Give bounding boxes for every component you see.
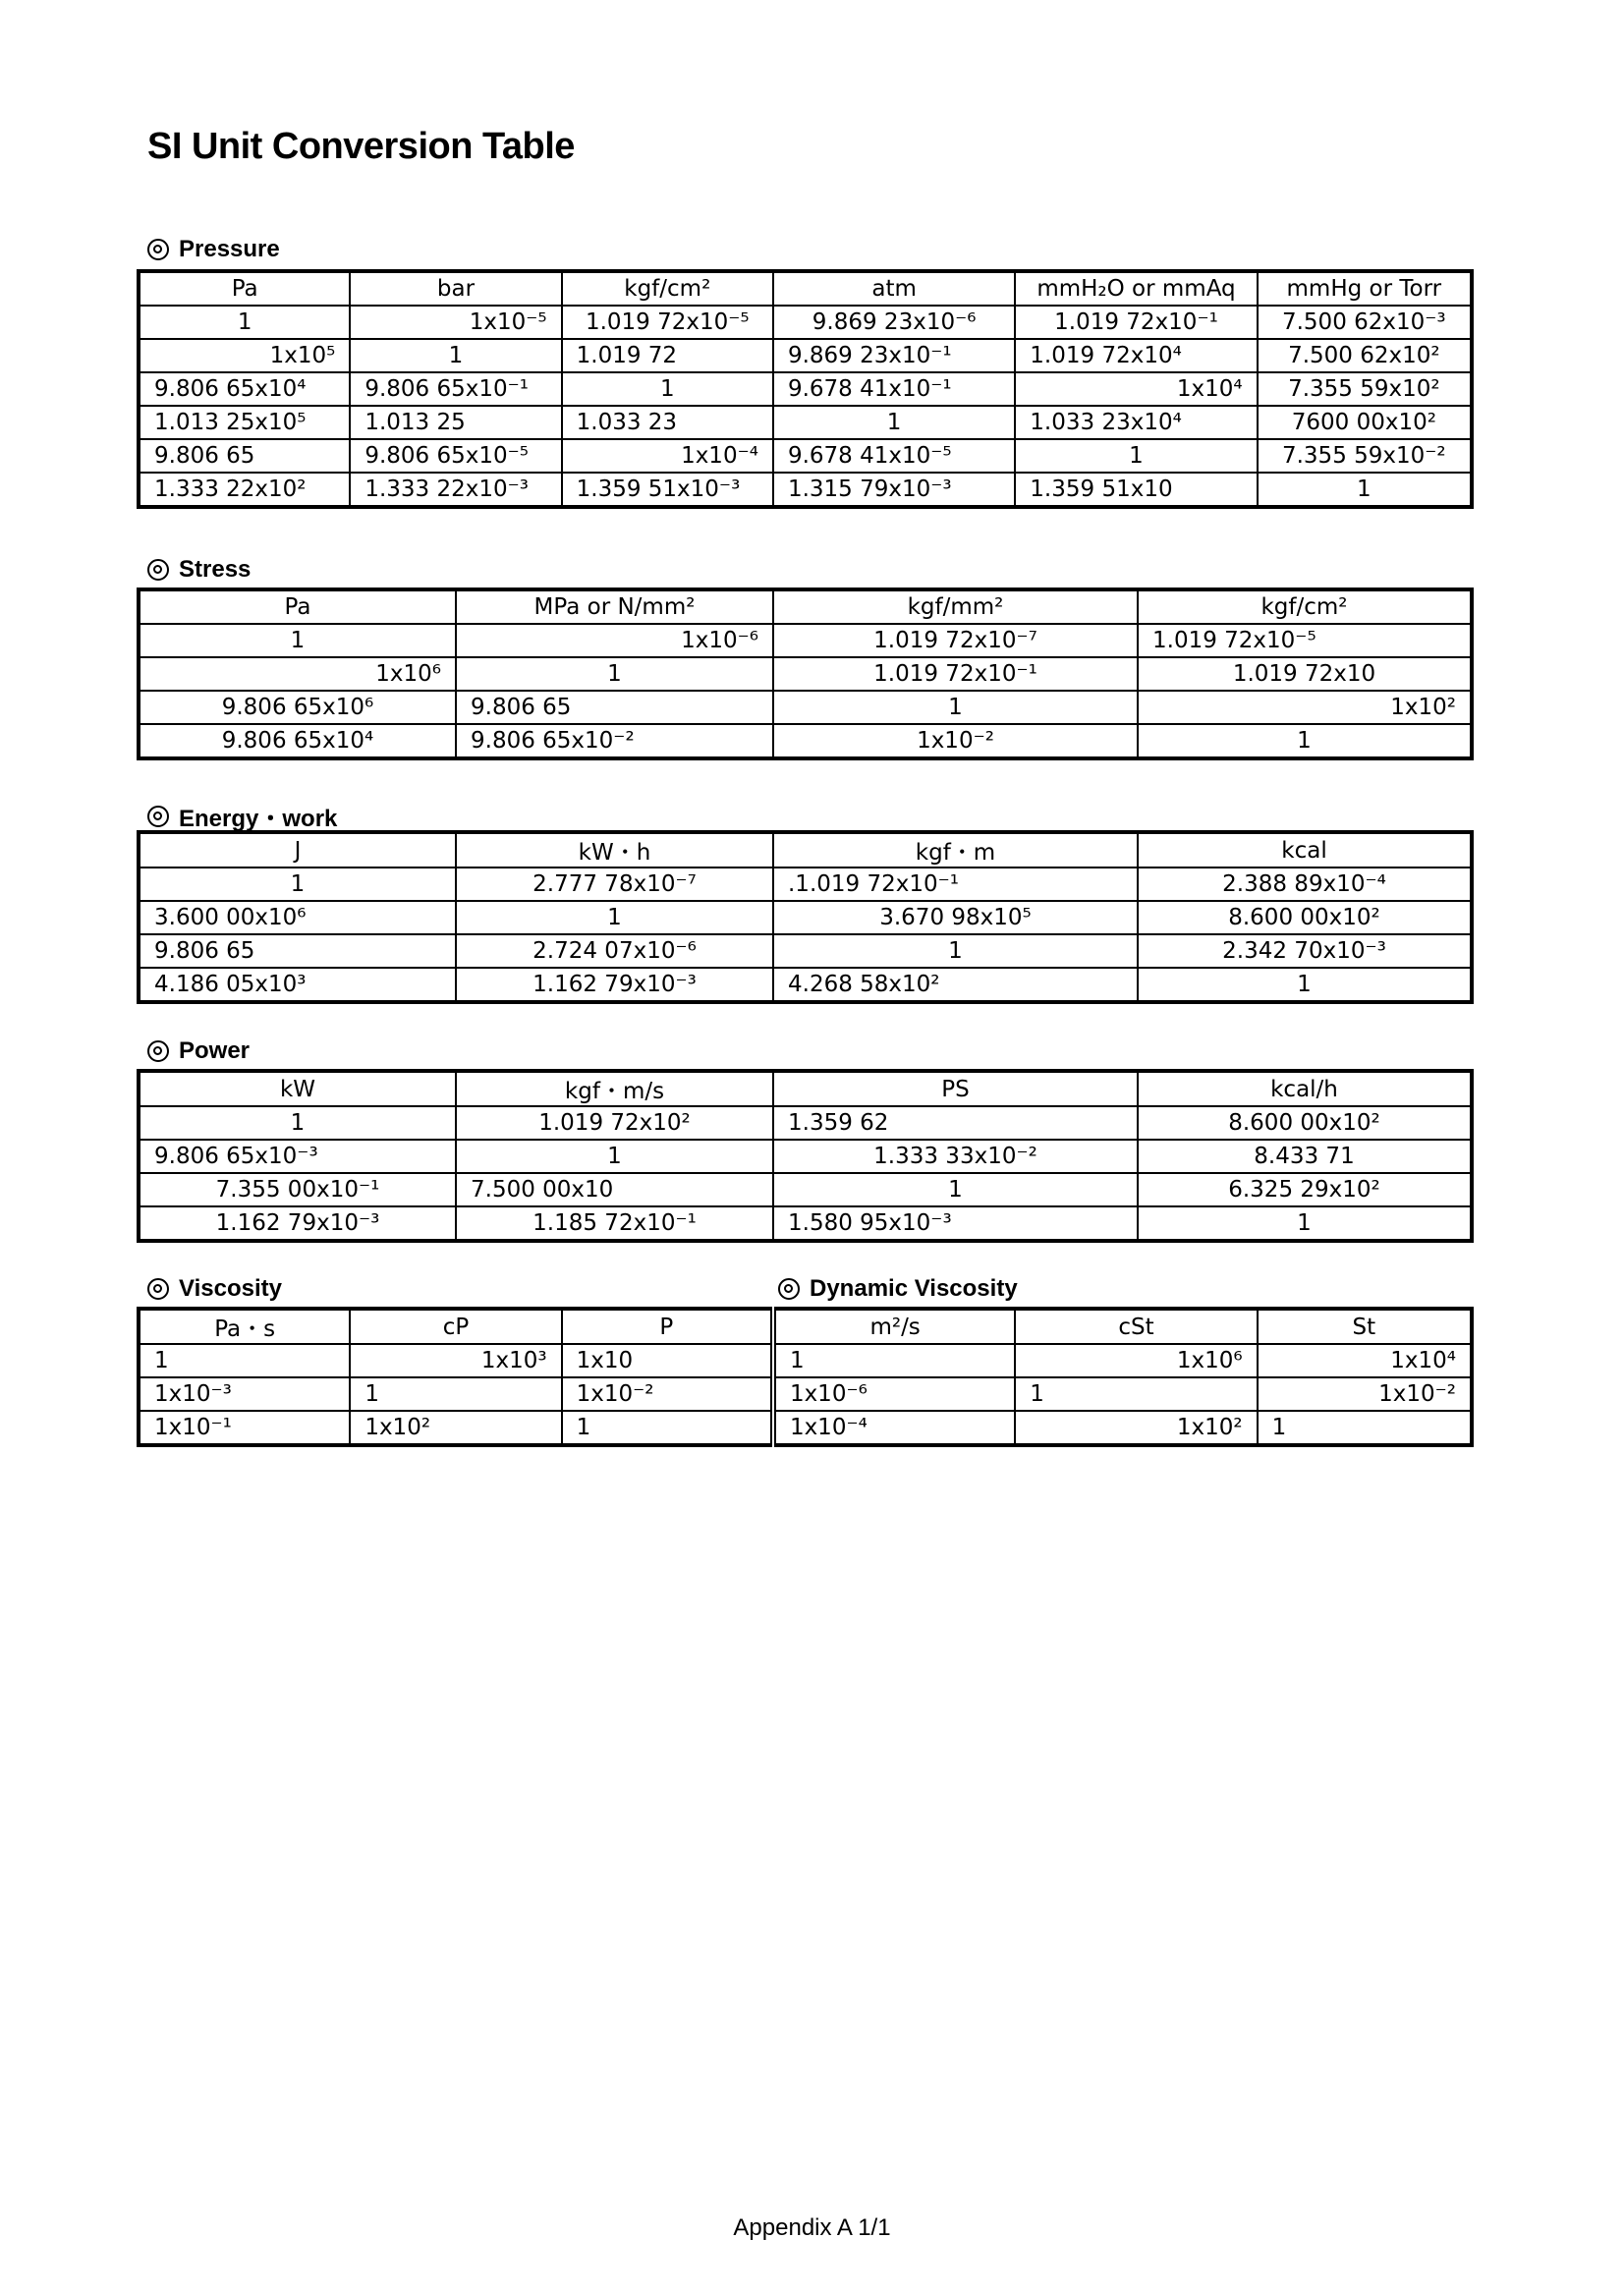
column-header: kcal <box>1138 832 1472 868</box>
table-cell: 1x10⁻² <box>773 724 1138 758</box>
table-cell: 1.333 33x10⁻² <box>773 1140 1138 1173</box>
table-cell: 1.019 72x10⁻⁵ <box>1138 624 1472 657</box>
table-cell: 1 <box>1258 1411 1472 1445</box>
table-cell: 1x10⁴ <box>1015 372 1257 406</box>
section-title: Stress <box>179 556 252 583</box>
table-cell: 1.013 25 <box>350 406 561 439</box>
table-cell: 8.600 00x10² <box>1138 1106 1472 1140</box>
table-row <box>139 968 1472 1002</box>
column-header: kW・h <box>456 832 773 868</box>
table-cell: 1 <box>1015 439 1257 473</box>
column-header: m²/s <box>773 1309 1015 1344</box>
column-header: kcal/h <box>1138 1071 1472 1106</box>
column-header: bar <box>350 271 561 306</box>
header-row <box>139 1071 1472 1106</box>
table-cell: 7.500 62x10² <box>1258 339 1472 372</box>
section-title: Power <box>179 1037 251 1064</box>
double-circle-icon <box>147 559 169 581</box>
double-circle-icon <box>778 1278 800 1300</box>
table-cell: 9.806 65x10⁻¹ <box>350 372 561 406</box>
table-cell: 1.019 72x10⁻¹ <box>773 657 1138 691</box>
table-row <box>139 372 1472 406</box>
table-cell: 8.600 00x10² <box>1138 901 1472 934</box>
section-title: Pressure <box>179 236 280 262</box>
double-circle-icon <box>147 1278 169 1300</box>
table-row <box>139 473 1472 507</box>
table-row <box>139 339 1472 372</box>
table-cell: 1 <box>773 934 1138 968</box>
column-header: MPa or N/mm² <box>456 589 773 624</box>
table-cell: 1x10⁻¹ <box>139 1411 350 1445</box>
table-cell: 9.806 65x10⁻⁵ <box>350 439 561 473</box>
table-cell: 1.019 72x10⁻⁷ <box>773 624 1138 657</box>
table-cell: 1x10² <box>1015 1411 1257 1445</box>
table-cell: 1 <box>1138 968 1472 1002</box>
column-header: J <box>139 832 456 868</box>
table-cell: 1x10² <box>1138 691 1472 724</box>
table-cell: 1.019 72x10⁴ <box>1015 339 1257 372</box>
table-cell: 1 <box>1258 473 1472 507</box>
table-cell: 9.806 65 <box>456 691 773 724</box>
table-cell: 7.355 00x10⁻¹ <box>139 1173 456 1206</box>
section-label-viscosity <box>147 1275 282 1303</box>
table-cell: 9.806 65x10⁴ <box>139 724 456 758</box>
table-cell: 1x10³ <box>350 1344 561 1377</box>
column-header: kgf/mm² <box>773 589 1138 624</box>
table-cell: 1x10⁻⁶ <box>456 624 773 657</box>
table-cell: 1.033 23x10⁴ <box>1015 406 1257 439</box>
table-cell: 4.186 05x10³ <box>139 968 456 1002</box>
table-cell: 1.033 23 <box>562 406 773 439</box>
double-circle-icon <box>147 806 169 827</box>
table-row <box>139 1377 1472 1411</box>
column-header: St <box>1258 1309 1472 1344</box>
table-cell: 1.162 79x10⁻³ <box>456 968 773 1002</box>
table-cell: 1x10⁻² <box>1258 1377 1472 1411</box>
page-title: SI Unit Conversion Table <box>147 126 575 167</box>
table-cell: 2.724 07x10⁻⁶ <box>456 934 773 968</box>
table-cell: 1.013 25x10⁵ <box>139 406 350 439</box>
table-row <box>139 1206 1472 1241</box>
section-title: Viscosity <box>179 1275 282 1302</box>
table-cell: 9.869 23x10⁻⁶ <box>773 306 1015 339</box>
table-cell: 1x10⁶ <box>139 657 456 691</box>
table-cell: 7.355 59x10⁻² <box>1258 439 1472 473</box>
table-cell: 1.333 22x10² <box>139 473 350 507</box>
table-cell: 1.019 72 <box>562 339 773 372</box>
column-header: Pa・s <box>139 1309 350 1344</box>
table-cell: 1 <box>139 306 350 339</box>
table-row <box>139 868 1472 901</box>
table-cell: 1x10⁻² <box>562 1377 773 1411</box>
table-cell: 1x10⁻⁶ <box>773 1377 1015 1411</box>
table-row <box>139 306 1472 339</box>
table-cell: 1x10⁴ <box>1258 1344 1472 1377</box>
table-cell: 1x10⁶ <box>1015 1344 1257 1377</box>
energy-table <box>137 830 1474 1004</box>
table-cell: 1.359 51x10⁻³ <box>562 473 773 507</box>
table-cell: 1 <box>350 339 561 372</box>
column-header: kgf・m/s <box>456 1071 773 1106</box>
column-header: mmH₂O or mmAq <box>1015 271 1257 306</box>
header-row <box>139 832 1472 868</box>
table-cell: 9.678 41x10⁻⁵ <box>773 439 1015 473</box>
column-header: kW <box>139 1071 456 1106</box>
table-cell: 1.359 62 <box>773 1106 1138 1140</box>
column-header: Pa <box>139 589 456 624</box>
page-footer: Appendix A 1/1 <box>733 2214 891 2241</box>
table-cell: 1x10⁻⁴ <box>773 1411 1015 1445</box>
table-row <box>139 1411 1472 1445</box>
table-row <box>139 439 1472 473</box>
pressure-table <box>137 269 1474 509</box>
table-cell: 1 <box>456 1140 773 1173</box>
table-row <box>139 1106 1472 1140</box>
table-cell: 1.019 72x10² <box>456 1106 773 1140</box>
column-header: kgf/cm² <box>562 271 773 306</box>
table-cell: 2.388 89x10⁻⁴ <box>1138 868 1472 901</box>
header-row <box>139 271 1472 306</box>
table-cell: 1 <box>139 868 456 901</box>
table-cell: 1 <box>1015 1377 1257 1411</box>
power-table <box>137 1069 1474 1243</box>
table-cell: 8.433 71 <box>1138 1140 1472 1173</box>
table-cell: 1 <box>773 1344 1015 1377</box>
table-cell: 1 <box>562 372 773 406</box>
table-cell: 3.600 00x10⁶ <box>139 901 456 934</box>
double-circle-icon <box>147 239 169 260</box>
table-cell: 9.806 65x10⁻² <box>456 724 773 758</box>
table-cell: 1 <box>1138 1206 1472 1241</box>
table-cell: .1.019 72x10⁻¹ <box>773 868 1138 901</box>
table-cell: 1.162 79x10⁻³ <box>139 1206 456 1241</box>
double-circle-icon <box>147 1040 169 1062</box>
table-cell: 1x10⁻⁴ <box>562 439 773 473</box>
column-header: cSt <box>1015 1309 1257 1344</box>
table-cell: 1 <box>456 901 773 934</box>
table-cell: 7600 00x10² <box>1258 406 1472 439</box>
section-label-dynamic-viscosity <box>778 1275 1018 1303</box>
stress-table <box>137 588 1474 760</box>
table-cell: 1x10² <box>350 1411 561 1445</box>
table-cell: 1x10⁵ <box>139 339 350 372</box>
column-header: mmHg or Torr <box>1258 271 1472 306</box>
section-label-pressure <box>147 236 280 263</box>
table-cell: 1 <box>773 691 1138 724</box>
table-cell: 1 <box>456 657 773 691</box>
column-header: kgf・m <box>773 832 1138 868</box>
table-row <box>139 1344 1472 1377</box>
table-row <box>139 901 1472 934</box>
table-cell: 4.268 58x10² <box>773 968 1138 1002</box>
table-cell: 7.500 00x10 <box>456 1173 773 1206</box>
table-row <box>139 934 1472 968</box>
viscosity-table <box>137 1307 1474 1447</box>
table-cell: 9.678 41x10⁻¹ <box>773 372 1015 406</box>
column-header: atm <box>773 271 1015 306</box>
section-title: Energy・work <box>179 806 338 832</box>
table-cell: 1 <box>773 406 1015 439</box>
table-cell: 9.806 65x10⁶ <box>139 691 456 724</box>
table-cell: 3.670 98x10⁵ <box>773 901 1138 934</box>
table-cell: 1 <box>139 624 456 657</box>
section-label-stress <box>147 556 251 584</box>
table-cell: 1 <box>139 1344 350 1377</box>
table-cell: 2.777 78x10⁻⁷ <box>456 868 773 901</box>
table-cell: 1.019 72x10⁻⁵ <box>562 306 773 339</box>
table-cell: 9.806 65x10⁻³ <box>139 1140 456 1173</box>
table-cell: 1x10⁻⁵ <box>350 306 561 339</box>
table-cell: 1x10⁻³ <box>139 1377 350 1411</box>
table-cell: 7.500 62x10⁻³ <box>1258 306 1472 339</box>
section-title: Dynamic Viscosity <box>810 1275 1018 1302</box>
table-cell: 1 <box>139 1106 456 1140</box>
table-cell: 1x10 <box>562 1344 773 1377</box>
column-header: PS <box>773 1071 1138 1106</box>
column-header: Pa <box>139 271 350 306</box>
table-cell: 9.869 23x10⁻¹ <box>773 339 1015 372</box>
column-header: cP <box>350 1309 561 1344</box>
section-label-energy <box>147 799 337 833</box>
table-cell: 1.315 79x10⁻³ <box>773 473 1015 507</box>
table-cell: 6.325 29x10² <box>1138 1173 1472 1206</box>
table-cell: 9.806 65 <box>139 439 350 473</box>
table-row <box>139 624 1472 657</box>
table-row <box>139 691 1472 724</box>
table-cell: 1.333 22x10⁻³ <box>350 473 561 507</box>
table-row <box>139 724 1472 758</box>
table-cell: 1.185 72x10⁻¹ <box>456 1206 773 1241</box>
table-cell: 9.806 65x10⁴ <box>139 372 350 406</box>
column-header: P <box>562 1309 773 1344</box>
table-row <box>139 657 1472 691</box>
table-cell: 1.019 72x10⁻¹ <box>1015 306 1257 339</box>
section-label-power <box>147 1037 250 1065</box>
column-header: kgf/cm² <box>1138 589 1472 624</box>
table-cell: 2.342 70x10⁻³ <box>1138 934 1472 968</box>
table-cell: 1.359 51x10 <box>1015 473 1257 507</box>
table-cell: 1.580 95x10⁻³ <box>773 1206 1138 1241</box>
table-row <box>139 406 1472 439</box>
table-cell: 1 <box>773 1173 1138 1206</box>
table-cell: 1 <box>562 1411 773 1445</box>
table-row <box>139 1140 1472 1173</box>
table-cell: 7.355 59x10² <box>1258 372 1472 406</box>
table-cell: 1.019 72x10 <box>1138 657 1472 691</box>
header-row <box>139 1309 1472 1344</box>
table-row <box>139 1173 1472 1206</box>
header-row <box>139 589 1472 624</box>
table-cell: 1 <box>1138 724 1472 758</box>
table-cell: 1 <box>350 1377 561 1411</box>
table-cell: 9.806 65 <box>139 934 456 968</box>
